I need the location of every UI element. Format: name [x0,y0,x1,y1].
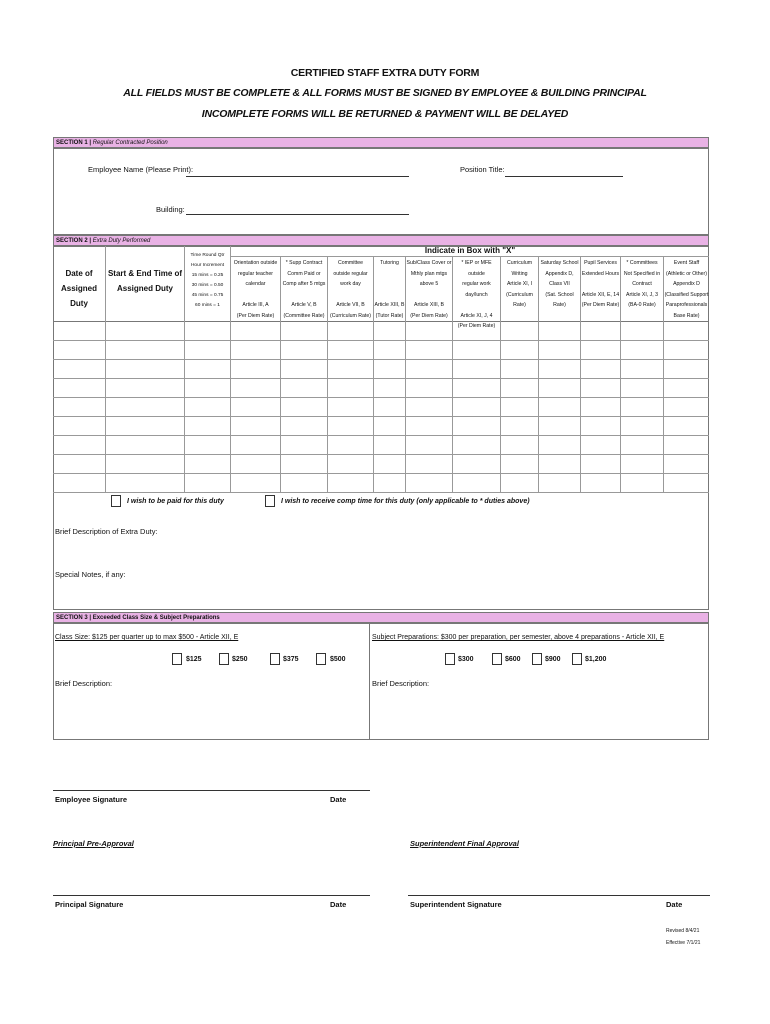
table-cell[interactable] [539,398,581,417]
table-cell[interactable] [539,455,581,474]
superintendent-date-label: Date [666,900,683,909]
table-cell[interactable] [539,474,581,493]
table-cell[interactable] [581,379,621,398]
comp-time-label: I wish to receive comp time for this duty (only applicable to * duties above) [281,498,530,505]
duty-column-line: Pupil Services [584,260,617,266]
prep-900-label: $900 [545,656,561,663]
col-increment-header: Time Round Qtr Hour Increment 15 mins = 0.25 30 mins = 0.50 45 mins = 0.75 60 mins = 1 [185,246,231,322]
table-cell[interactable] [53,436,106,455]
form-instruction-2: INCOMPLETE FORMS WILL BE RETURNED & PAYMENT WILL BE DELAYED [201,108,569,120]
table-cell[interactable] [281,379,328,398]
duty-column-line: (Curriculum Rate) [330,312,371,319]
table-cell[interactable] [664,341,709,360]
section2-header: SECTION 2 | Extra Duty Performed [53,235,709,246]
building-label: Building: [156,205,185,214]
table-cell[interactable] [53,379,106,398]
table-cell[interactable] [328,474,374,493]
duty-column-line: (Classified Support [664,291,709,298]
duty-column-line: (Committee Rate) [283,312,325,319]
duty-column-line: * Committees [626,260,658,266]
col-time-header: Start & End Time of Assigned Duty [106,246,185,322]
duty-column-line: Event Staff [673,260,700,266]
table-cell[interactable] [453,398,501,417]
revised-date: Revised 8/4/21 [666,928,700,934]
table-cell[interactable] [539,360,581,379]
duty-column-line: * Supp Contract [285,260,323,266]
table-cell[interactable] [185,417,231,436]
table-cell[interactable] [328,341,374,360]
table-cell[interactable] [374,379,406,398]
table-cell[interactable] [231,417,281,436]
table-cell[interactable] [106,379,185,398]
table-cell[interactable] [53,474,106,493]
table-row [53,379,709,398]
section1-header: SECTION 1 | Regular Contracted Position [53,137,709,148]
table-cell[interactable] [185,341,231,360]
duty-column-line: Orientation outside [233,260,278,266]
table-cell[interactable] [231,398,281,417]
table-cell[interactable] [539,341,581,360]
table-cell[interactable] [106,398,185,417]
section3-divider [369,623,370,740]
duty-type-columns [231,256,709,329]
duty-column-line [581,279,620,290]
duty-column-line: Article XI, I [506,281,533,287]
duty-column-line: Article XII, E, 14 [581,291,620,298]
duty-column-line: Curriculum [506,260,533,266]
prep-900-checkbox[interactable] [532,653,542,665]
table-cell[interactable] [328,417,374,436]
employee-signature-line[interactable] [53,790,370,791]
table-cell[interactable] [581,455,621,474]
table-cell[interactable] [664,379,709,398]
duty-column-header [539,256,581,322]
table-cell[interactable] [501,398,539,417]
duty-column-line: (Curriculum [506,291,533,298]
table-cell[interactable] [406,436,453,455]
table-cell[interactable] [185,474,231,493]
table-cell[interactable] [664,436,709,455]
table-cell[interactable] [281,417,328,436]
table-cell[interactable] [621,455,664,474]
prep-1200-checkbox[interactable] [572,653,582,665]
table-cell[interactable] [621,379,664,398]
duty-column-line: regular work [462,281,491,287]
section1-box [53,148,709,235]
duty-column-line: Contract [632,281,652,287]
table-cell[interactable] [501,341,539,360]
table-cell[interactable] [106,436,185,455]
table-cell[interactable] [53,322,106,341]
principal-preapproval-label: Principal Pre-Approval [53,839,134,848]
table-cell[interactable] [281,455,328,474]
duty-column-line: (Tutor Rate) [375,312,404,319]
position-title-field[interactable] [505,176,623,177]
duty-column-header [581,256,621,322]
table-cell[interactable] [581,341,621,360]
duty-column-line: Writing [511,270,528,277]
table-cell[interactable] [185,360,231,379]
table-cell[interactable] [581,398,621,417]
duty-column-line: Class VII [549,281,570,287]
table-cell[interactable] [281,398,328,417]
effective-date: Effective 7/1/21 [666,940,701,946]
table-cell[interactable] [581,474,621,493]
class-125-label: $125 [186,656,202,663]
section3-header: SECTION 3 | Exceeded Class Size & Subject Preparations [53,612,709,623]
table-cell[interactable] [185,322,231,341]
table-cell[interactable] [453,322,501,341]
table-cell[interactable] [581,322,621,341]
table-cell[interactable] [539,322,581,341]
table-cell[interactable] [621,417,664,436]
table-cell[interactable] [231,322,281,341]
prep-brief-description-label: Brief Description: [372,679,430,688]
paid-checkbox[interactable] [111,495,121,507]
table-row [53,322,709,341]
table-cell[interactable] [328,379,374,398]
table-cell[interactable] [53,455,106,474]
prep-600-checkbox[interactable] [492,653,502,665]
table-cell[interactable] [664,474,709,493]
principal-signature-line[interactable] [53,895,370,896]
prep-300-label: $300 [458,656,474,663]
duty-column-line: Sub/Class Cover or [406,260,452,266]
employee-name-label: Employee Name (Please Print): [88,165,194,174]
table-cell[interactable] [281,341,328,360]
duty-column-line [621,311,663,322]
table-cell[interactable] [53,417,106,436]
duty-column-line [501,311,538,322]
table-cell[interactable] [621,436,664,455]
table-row [53,417,709,436]
duty-column-line: above 5 [419,281,439,287]
duty-column-line: (Per Diem Rate) [457,323,496,329]
table-cell[interactable] [374,322,406,341]
table-cell[interactable] [374,341,406,360]
table-cell[interactable] [406,379,453,398]
table-cell[interactable] [501,322,539,341]
table-cell[interactable] [328,436,374,455]
table-cell[interactable] [453,455,501,474]
duty-column-line [374,290,405,301]
duty-column-header [328,256,374,322]
duty-column-line: (Athletic or Other) [666,270,707,277]
table-cell[interactable] [539,436,581,455]
duty-column-line: calendar [245,281,266,287]
duty-column-header [621,256,664,322]
table-row [53,436,709,455]
table-row [53,474,709,493]
table-cell[interactable] [621,398,664,417]
duty-column-line: Comp after 5 mtgs [282,281,326,287]
employee-name-field[interactable] [186,176,409,177]
duty-column-line: Rate) [513,302,526,308]
duty-column-line: Mthly plan mtgs [410,270,448,277]
employee-signature-label: Employee Signature [55,795,128,804]
building-field[interactable] [186,214,409,215]
table-cell[interactable] [664,360,709,379]
table-cell[interactable] [453,474,501,493]
duty-column-line [374,279,405,290]
table-cell[interactable] [281,436,328,455]
duty-column-header [501,256,539,322]
table-cell[interactable] [106,322,185,341]
table-cell[interactable] [539,417,581,436]
table-row [53,341,709,360]
superintendent-final-approval-label: Superintendent Final Approval [410,839,519,848]
brief-description-label: Brief Description of Extra Duty: [55,527,158,536]
table-cell[interactable] [406,455,453,474]
table-cell[interactable] [406,398,453,417]
duty-column-line [328,290,373,301]
table-cell[interactable] [53,360,106,379]
duty-column-line: Article VII, B [336,302,365,308]
table-cell[interactable] [621,474,664,493]
table-cell[interactable] [539,379,581,398]
class-500-checkbox[interactable] [316,653,326,665]
table-cell[interactable] [231,455,281,474]
duty-column-line [581,311,620,322]
table-cell[interactable] [281,360,328,379]
duty-column-line: (Per Diem Rate) [410,312,448,319]
col-date-header: Date of Assigned Duty [53,246,106,322]
duty-column-line [281,290,327,301]
duty-column-line: Tutoring [380,260,399,266]
table-cell[interactable] [106,417,185,436]
table-cell[interactable] [581,360,621,379]
table-cell[interactable] [185,398,231,417]
table-cell[interactable] [106,360,185,379]
table-cell[interactable] [621,360,664,379]
superintendent-signature-label: Superintendent Signature [410,900,502,909]
table-cell[interactable] [374,455,406,474]
table-cell[interactable] [621,341,664,360]
paid-label: I wish to be paid for this duty [127,498,224,505]
table-cell[interactable] [664,455,709,474]
table-cell[interactable] [664,322,709,341]
duty-column-line [453,300,500,311]
class-125-checkbox[interactable] [172,653,182,665]
class-375-label: $375 [283,656,299,663]
subject-prep-label: Subject Preparations: $300 per preparation, per semester, above 4 preparations - Article XII, E [372,634,665,641]
duty-column-line: Article XIII, B [374,302,405,308]
class-250-checkbox[interactable] [219,653,229,665]
table-row [53,360,709,379]
table-cell[interactable] [664,417,709,436]
table-cell[interactable] [664,398,709,417]
duty-column-line: regular teacher [238,270,273,277]
position-title-label: Position Title: [460,165,505,174]
employee-date-label: Date [330,795,347,804]
duty-column-line [539,311,580,322]
table-cell[interactable] [185,436,231,455]
duty-column-header [664,256,709,322]
duty-table-header [53,246,709,329]
duty-column-line: Article XI, J, 3 [626,291,658,298]
principal-date-label: Date [330,900,347,909]
duty-column-header [231,256,281,322]
indicate-x-label: Indicate in Box with "X" [231,246,709,257]
table-cell[interactable] [501,360,539,379]
table-cell[interactable] [328,455,374,474]
table-cell[interactable] [328,398,374,417]
duty-table-body [53,322,709,492]
prep-1200-label: $1,200 [585,656,607,663]
class-375-checkbox[interactable] [270,653,280,665]
table-cell[interactable] [406,322,453,341]
table-cell[interactable] [231,360,281,379]
duty-column-header [453,256,501,329]
table-cell[interactable] [185,455,231,474]
table-cell[interactable] [374,474,406,493]
duty-column-line: Rate) [553,302,566,308]
form-title: CERTIFIED STAFF EXTRA DUTY FORM [290,67,480,79]
table-cell[interactable] [453,379,501,398]
duty-column-header [406,256,453,322]
table-cell[interactable] [453,341,501,360]
duty-column-line: (Sat. School [545,291,574,298]
table-cell[interactable] [328,360,374,379]
table-cell[interactable] [501,436,539,455]
duty-column-line: day/lunch [465,291,488,298]
table-cell[interactable] [406,474,453,493]
duty-column-line: Article III, A [242,302,269,308]
prep-300-checkbox[interactable] [445,653,455,665]
table-cell[interactable] [501,455,539,474]
table-cell[interactable] [281,322,328,341]
table-cell[interactable] [501,379,539,398]
table-cell[interactable] [231,379,281,398]
table-cell[interactable] [453,436,501,455]
duty-column-line: Committee [337,260,364,266]
table-cell[interactable] [106,474,185,493]
principal-signature-label: Principal Signature [55,900,124,909]
prep-600-label: $600 [505,656,521,663]
duty-column-line: Base Rate) [673,312,700,319]
duty-column-line: Appendix D, [545,270,574,277]
class-500-label: $500 [330,656,346,663]
duty-column-line: (Per Diem Rate) [581,302,620,308]
duty-column-line: Article XI, J, 4 [460,312,493,319]
table-row [53,398,709,417]
table-cell[interactable] [621,322,664,341]
table-cell[interactable] [328,322,374,341]
form-instruction-1: ALL FIELDS MUST BE COMPLETE & ALL FORMS MUST BE SIGNED BY EMPLOYEE & BUILDING PRINCIPAL [123,87,647,99]
duty-column-line: Paraprofessionals [665,302,708,308]
class-size-label: Class Size: $125 per quarter up to max $500 - Article XII, E [55,634,239,641]
table-cell[interactable] [501,417,539,436]
table-cell[interactable] [231,436,281,455]
table-cell[interactable] [581,417,621,436]
duty-column-header [374,256,406,322]
table-cell[interactable] [106,341,185,360]
table-cell[interactable] [185,379,231,398]
duty-column-line: Article V, B [291,302,317,308]
table-cell[interactable] [406,341,453,360]
table-row [53,455,709,474]
table-cell[interactable] [231,341,281,360]
duty-column-header [281,256,328,322]
duty-column-line: Saturday School [540,260,579,266]
table-cell[interactable] [374,360,406,379]
duty-column-line: Comm Paid or [287,270,321,277]
duty-column-line [374,269,405,280]
table-cell[interactable] [406,360,453,379]
duty-column-line: Article XIII, B [414,302,444,308]
comp-time-checkbox[interactable] [265,495,275,507]
duty-column-line: Appendix D [673,281,700,287]
duty-column-line [406,290,452,301]
table-cell[interactable] [53,398,106,417]
special-notes-label: Special Notes, if any: [55,570,126,579]
table-cell[interactable] [453,360,501,379]
duty-column-line: * IEP or MFE outside [461,260,492,277]
table-cell[interactable] [231,474,281,493]
table-cell[interactable] [406,417,453,436]
duty-column-line: (BA-0 Rate) [628,302,656,308]
duty-column-line: (Per Diem Rate) [236,312,275,319]
table-cell[interactable] [374,417,406,436]
table-cell[interactable] [501,474,539,493]
superintendent-signature-line[interactable] [408,895,710,896]
duty-column-line: work day [340,281,361,287]
table-cell[interactable] [581,436,621,455]
table-cell[interactable] [453,417,501,436]
table-cell[interactable] [53,341,106,360]
duty-column-line: outside regular [333,270,368,277]
duty-column-line [231,290,280,301]
class-250-label: $250 [232,656,248,663]
class-brief-description-label: Brief Description: [55,679,113,688]
duty-column-line: Not Specified in [623,270,661,277]
table-cell[interactable] [374,398,406,417]
table-cell[interactable] [281,474,328,493]
table-cell[interactable] [106,455,185,474]
duty-column-line: Extended Hours [581,270,620,277]
table-cell[interactable] [374,436,406,455]
